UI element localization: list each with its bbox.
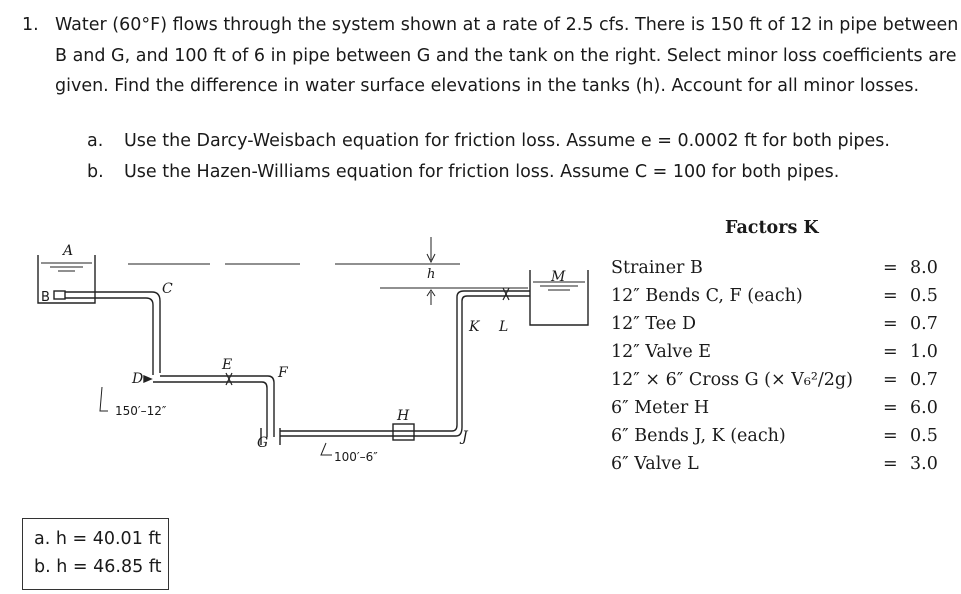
label-b: B: [41, 290, 50, 305]
part-a-label: a.: [87, 131, 104, 151]
part-b-text: Use the Hazen-Williams equation for friction loss. Assume C = 100 for both pipes.: [124, 162, 840, 182]
label-f: F: [278, 365, 288, 381]
answer-a: a. h = 40.01 ft: [34, 529, 162, 549]
label-h-diff: h: [427, 267, 436, 282]
factor-value: 0.5: [910, 286, 938, 306]
factor-name: 12″ Bends C, F (each): [611, 286, 803, 306]
pipe-system-diagram: [0, 215, 610, 475]
factor-value: 0.5: [910, 426, 938, 446]
label-m: M: [551, 269, 566, 285]
label-j: J: [462, 429, 468, 445]
factor-name: 12″ Valve E: [611, 342, 712, 362]
label-c: C: [162, 281, 173, 297]
label-g: G: [257, 435, 269, 451]
factor-row: 12″ Tee D = 0.7: [611, 314, 938, 334]
label-e: E: [222, 357, 233, 373]
label-h-meter: H: [397, 408, 410, 424]
part-b-label: b.: [87, 162, 104, 182]
factor-value: 0.7: [910, 314, 938, 334]
label-k: K: [469, 319, 480, 335]
factor-name: 6″ Bends J, K (each): [611, 426, 786, 446]
part-a-text: Use the Darcy-Weisbach equation for friction loss. Assume e = 0.0002 ft for both pipes.: [124, 131, 890, 151]
factors-title: Factors K: [725, 218, 819, 238]
label-d: D: [132, 371, 144, 387]
factor-row: 12″ Bends C, F (each) = 0.5: [611, 286, 938, 306]
answers-box: [22, 518, 169, 590]
factor-value: 1.0: [910, 342, 938, 362]
factor-value: 0.7: [910, 370, 938, 390]
label-pipe2: 100′–6″: [334, 450, 378, 464]
factor-name: 12″ × 6″ Cross G (× V₆²/2g): [611, 370, 853, 390]
factor-value: 6.0: [910, 398, 938, 418]
meter-h: [393, 424, 414, 440]
factor-row: 6″ Meter H = 6.0: [611, 398, 938, 418]
label-l: L: [499, 319, 509, 335]
factor-name: 6″ Meter H: [611, 398, 710, 418]
tee-d: [144, 376, 151, 382]
factor-row: 12″ × 6″ Cross G (× V₆²/2g) = 0.7: [611, 370, 938, 390]
factor-name: 12″ Tee D: [611, 314, 696, 334]
answer-b: b. h = 46.85 ft: [34, 557, 162, 577]
strainer-b: [54, 291, 65, 299]
factor-value: 3.0: [910, 454, 938, 474]
factor-row: 6″ Bends J, K (each) = 0.5: [611, 426, 938, 446]
factor-row: 6″ Valve L = 3.0: [611, 454, 938, 474]
factor-row: Strainer B = 8.0: [611, 258, 938, 278]
label-pipe1: 150′–12″: [115, 404, 167, 418]
factor-value: 8.0: [910, 258, 938, 278]
factor-name: 6″ Valve L: [611, 454, 699, 474]
factor-name: Strainer B: [611, 258, 703, 278]
problem-number: 1.: [22, 15, 39, 35]
problem-statement: Water (60°F) flows through the system shown at a rate of 2.5 cfs. There is 150 ft of 12 in pipe between B and G, and 100 ft of 6 in pipe between G and the tank on the right. Select minor loss coefficients are given. Find the difference in water surface elevations in the tanks (h). Account for all minor losses.: [55, 15, 959, 96]
label-a: A: [63, 243, 74, 259]
factor-row: 12″ Valve E = 1.0: [611, 342, 938, 362]
